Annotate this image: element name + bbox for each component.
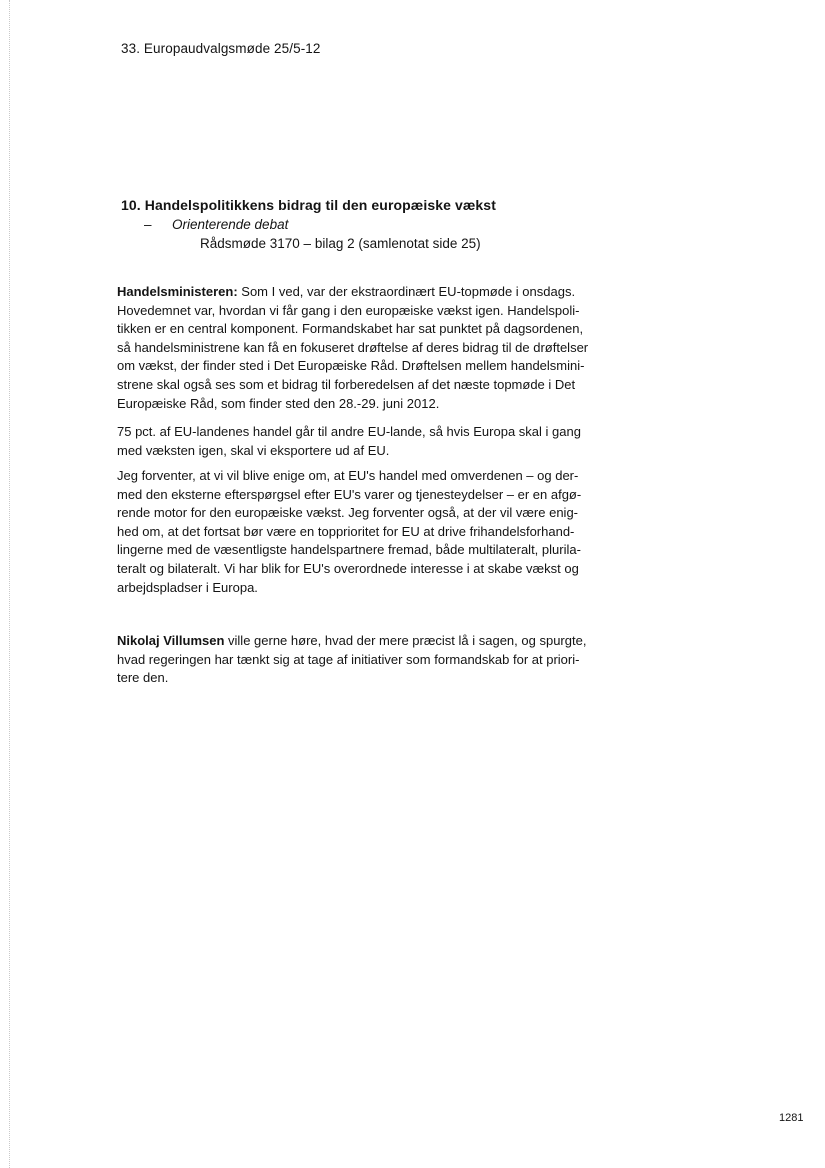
paragraph-minister (117, 283, 597, 413)
scan-edge-line (9, 0, 10, 1168)
paragraph-trade-share (117, 423, 597, 460)
text-line: Europæiske Råd, som finder sted den 28.-29. juni 2012. (117, 395, 440, 411)
text-line: tere den. (117, 670, 169, 686)
subtitle-text: Orienterende debat (172, 217, 289, 232)
text-line: så handelsministrene kan få en fokuseret drøftelse af deres bidrag til de drøftelser (117, 339, 589, 355)
text-line: lingerne med de væsentligste handelspartnere fremad, både multilateralt, plurila- (117, 542, 581, 558)
text-line: med den eksterne efterspørgsel efter EU's varer og tjenesteydelser – er en afgø- (117, 486, 582, 502)
text-line: rende motor for den europæiske vækst. Jeg forventer også, at der vil være enig- (117, 505, 578, 521)
text-line: teralt og bilateralt. Vi har blik for EU's overordnede interesse i at skabe vækst og (117, 560, 579, 576)
text-line: om vækst, der finder sted i Det Europæiske Råd. Drøftelsen mellem handelsmini- (117, 358, 585, 374)
text-line: 75 pct. af EU-landenes handel går til andre EU-lande, så hvis Europa skal i gang (117, 424, 581, 439)
text-line: Som I ved, var der ekstraordinært EU-topmøde i onsdags. (237, 284, 576, 299)
subtitle-dash: – (144, 217, 152, 232)
meeting-header: 33. Europaudvalgsmøde 25/5-12 (121, 41, 321, 56)
text-line: Jeg forventer, at vi vil blive enige om, at EU's handel med omverdenen – og der- (117, 468, 579, 483)
text-line: hvad regeringen har tænkt sig at tage af initiativer som formandskab for at priori- (117, 651, 580, 667)
speaker-name: Nikolaj Villumsen (117, 633, 225, 648)
text-line: arbejdspladser i Europa. (117, 579, 258, 595)
paragraph-expectations (117, 467, 597, 597)
speaker-name: Handelsministeren: (117, 284, 238, 299)
text-line: strene skal også ses som et bidrag til forberedelsen af det næste topmøde i Det (117, 376, 576, 392)
text-line: ville gerne høre, hvad der mere præcist lå i sagen, og spurgte, (224, 633, 587, 648)
agenda-item-subtitle (144, 217, 288, 232)
text-line: tikken er en central komponent. Formandskabet har sat punktet på dagsordenen, (117, 321, 584, 337)
paragraph-villumsen (117, 632, 597, 688)
text-line: med væksten igen, skal vi eksportere ud af EU. (117, 442, 390, 458)
agenda-item-title: 10. Handelspolitikkens bidrag til den europæiske vækst (121, 197, 496, 213)
page-number: 1281 (779, 1112, 804, 1124)
text-line: Hovedemnet var, hvordan vi får gang i den europæiske vækst igen. Handelspoli- (117, 302, 580, 318)
agenda-item-reference: Rådsmøde 3170 – bilag 2 (samlenotat side 25) (200, 236, 481, 251)
text-line: hed om, at det fortsat bør være en topprioritet for EU at drive frihandelsforhand- (117, 523, 575, 539)
